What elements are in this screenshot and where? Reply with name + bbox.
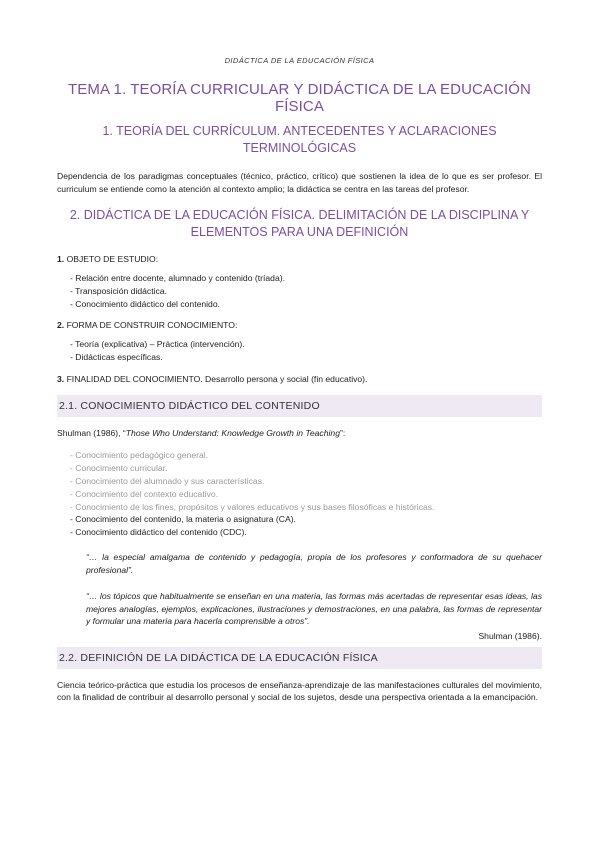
list-item: - Conocimiento del contenido, la materia o asignatura (CA).: [70, 514, 296, 525]
objeto-list: [70, 272, 542, 310]
list-item: - Teoría (explicativa) – Práctica (intervención).: [70, 339, 245, 350]
knowledge-list: [70, 449, 542, 539]
list-item-muted: - Conocimiento curricular.: [70, 463, 168, 474]
numbered-heading-2: [57, 320, 542, 330]
running-header: DIDÁCTICA DE LA EDUCACIÓN FÍSICA: [224, 56, 375, 65]
subsection-2-1-heading: 2.1. CONOCIMIENTO DIDÁCTICO DEL CONTENIDO: [57, 395, 542, 417]
shulman-intro: [57, 427, 542, 440]
intro-suffix: ”:: [339, 427, 346, 438]
section-1-title: 1. TEORÍA DEL CURRÍCULUM. ANTECEDENTES Y ACLARACIONES TERMINOLÓGICAS: [102, 124, 497, 155]
section-1-paragraph: Dependencia de los paradigmas conceptuales (técnico, práctico, crítico) que sostienen la idea de lo que es ser profesor. El curriculum se entiende como la atención al contexto amplio; la didáctica se centra en las tareas del profesor.: [57, 171, 542, 194]
list-item-muted: - Conocimiento del alumnado y sus características.: [70, 476, 265, 487]
forma-list: [70, 338, 542, 364]
list-item-muted: - Conocimiento pedagógico general.: [70, 450, 209, 461]
item-number: 3.: [57, 373, 65, 384]
list-item: - Conocimiento didáctico del contenido (CDC).: [70, 527, 247, 538]
subsection-2-2-heading: 2.2. DEFINICIÓN DE LA DIDÁCTICA DE LA EDUCACIÓN FÍSICA: [57, 647, 542, 669]
list-item-muted: - Conocimiento del contexto educativo.: [70, 488, 219, 499]
list-item: - Didácticas específicas.: [70, 352, 163, 363]
numbered-heading-1: [57, 254, 542, 264]
list-item: - Relación entre docente, alumnado y contenido (tríada).: [70, 273, 285, 283]
list-item: - Conocimiento didáctico del contenido.: [70, 298, 221, 309]
item-label: OBJETO DE ESTUDIO:: [66, 254, 159, 264]
tema-title: TEMA 1. TEORÍA CURRICULAR Y DIDÁCTICA DE LA EDUCACIÓN FÍSICA: [68, 81, 531, 115]
quote-2: “… los tópicos que habitualmente se enseñan en una materia, las formas más acertadas de representar esas ideas, las mejores analogías, ejemplos, explicaciones, ilustraciones y demostraciones, en una palabra, las formas de representar y formular una materia para hacerla comprensible a otros”.: [86, 591, 542, 627]
definition-paragraph: Ciencia teórico-práctica que estudia los procesos de enseñanza-aprendizaje de las manifestaciones culturales del movimiento, con la finalidad de contribuir al desarrollo personal y social de los sujetos, desde una perspectiva orientada a la emancipación.: [57, 679, 542, 703]
section-2-title: [57, 207, 542, 241]
section-2-title-line-2: ELEMENTOS PARA UNA DEFINICIÓN: [190, 225, 409, 239]
intro-prefix: Shulman (1986), “: [57, 427, 126, 438]
list-item-muted: - Conocimiento de los fines, propósitos y valores educativos y sus bases filosóficas e históricas.: [70, 501, 435, 512]
intro-work-title: Those Who Understand: Knowledge Growth in Teaching: [125, 427, 340, 438]
item-label: FORMA DE CONSTRUIR CONOCIMIENTO:: [66, 320, 238, 331]
item-number: 2.: [57, 320, 65, 331]
quote-1: “… la especial amalgama de contenido y pedagogía, propia de los profesores y conformadora de su quehacer profesional”.: [86, 552, 542, 575]
item-number: 1.: [57, 254, 65, 264]
list-item: - Transposición didáctica.: [70, 285, 167, 296]
section-2-title-line-1: 2. DIDÁCTICA DE LA EDUCACIÓN FÍSICA. DELIMITACIÓN DE LA DISCIPLINA Y: [69, 208, 530, 222]
numbered-heading-3: [57, 374, 542, 384]
quote-citation: Shulman (1986).: [478, 630, 542, 641]
item-label: FINALIDAD DEL CONOCIMIENTO. Desarrollo persona y social (fin educativo).: [66, 373, 368, 384]
